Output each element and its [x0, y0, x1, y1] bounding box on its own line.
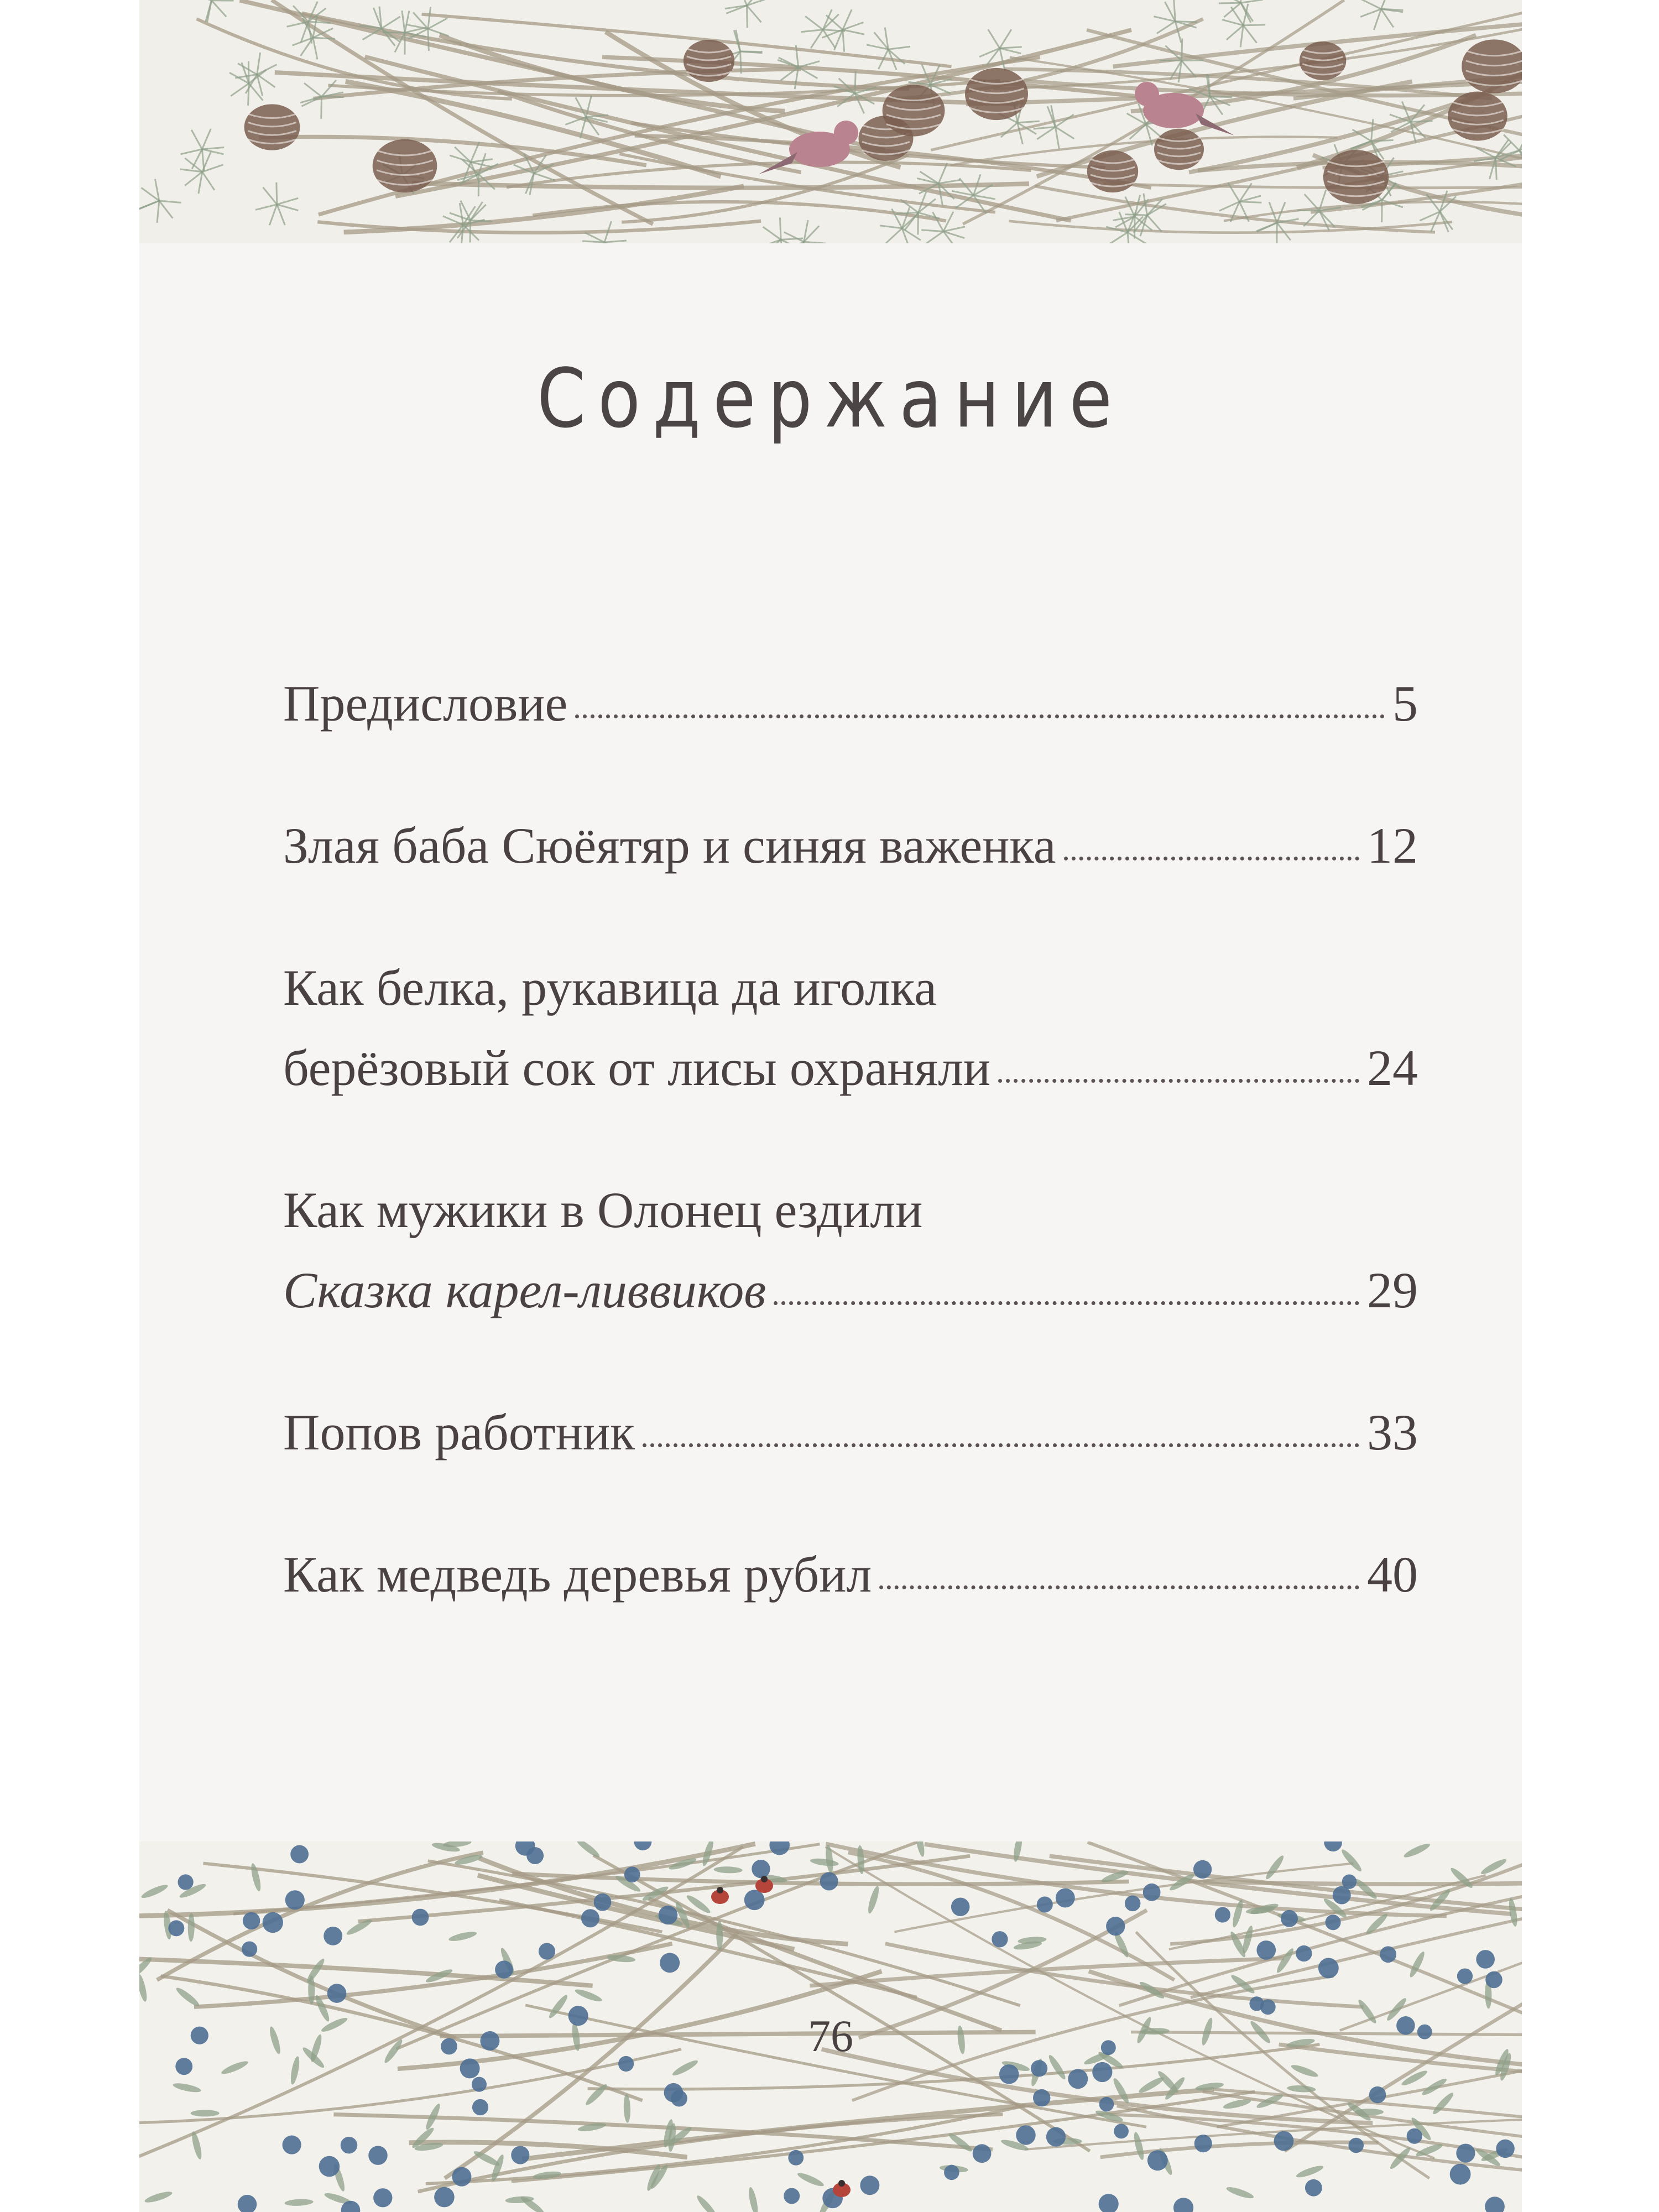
toc-entry-title: Как медведь деревья рубил [283, 1546, 872, 1603]
top-decorative-border [139, 0, 1522, 243]
toc-entry-title: Как мужики в Олонец ездили [283, 1182, 923, 1238]
toc-entry[interactable] [283, 948, 1418, 1108]
juniper-berry-icon [1099, 2097, 1114, 2112]
juniper-berry-icon [1106, 1917, 1125, 1936]
juniper-berry-icon [1143, 1884, 1161, 1901]
pine-branch-illustration [139, 0, 1522, 243]
juniper-berry-icon [1215, 1907, 1230, 1923]
toc-entry-subtitle: Сказка карел-ливвиков [283, 1262, 766, 1318]
toc-entry[interactable] [283, 806, 1418, 886]
juniper-berry-icon [1305, 2179, 1322, 2197]
toc-entry-title: Попов работник [283, 1404, 635, 1460]
juniper-berry-icon [999, 2064, 1019, 2084]
juniper-berry-icon [319, 2156, 340, 2177]
juniper-berry-icon [1037, 1897, 1053, 1913]
dot-leader [998, 1028, 1359, 1083]
juniper-berry-icon [178, 1874, 194, 1890]
juniper-berry-icon [1456, 2143, 1475, 2162]
toc-entry-page: 24 [1367, 1040, 1418, 1096]
juniper-berry-icon [1485, 1971, 1503, 1989]
contents-title: Содержание [537, 351, 1124, 447]
juniper-berry-icon [1496, 2140, 1515, 2158]
juniper-berry-icon [1031, 2060, 1047, 2077]
juniper-berry-icon [1318, 1958, 1339, 1979]
toc-entry-page: 12 [1367, 817, 1418, 874]
juniper-berry-icon [1476, 1950, 1495, 1969]
juniper-berry-icon [944, 2165, 959, 2180]
juniper-berry-icon [472, 2099, 488, 2115]
juniper-berry-icon [1092, 2062, 1112, 2082]
juniper-berry-icon [373, 2188, 392, 2207]
toc-entry-title: Как белка, рукавица да иголка [283, 959, 937, 1016]
juniper-berry-icon [285, 1890, 305, 1910]
juniper-berry-icon [511, 2146, 529, 2164]
toc-entry-page: 5 [1392, 675, 1418, 732]
juniper-berry-icon [744, 1890, 765, 1910]
juniper-berry-icon [1147, 2150, 1168, 2171]
juniper-berry-icon [412, 1909, 429, 1926]
juniper-berry-icon [1281, 1910, 1298, 1927]
juniper-berry-icon [341, 2137, 358, 2154]
juniper-berry-icon [1407, 2128, 1422, 2144]
juniper-berry-icon [659, 1906, 677, 1924]
toc-entry-page: 29 [1367, 1262, 1418, 1318]
toc-entry-page: 33 [1367, 1404, 1418, 1460]
juniper-berry-icon [1296, 1945, 1312, 1961]
toc-entry-title-continued: берёзовый сок от лисы охраняли [283, 1040, 991, 1096]
juniper-berry-icon [434, 2187, 455, 2208]
juniper-berry-icon [784, 2188, 800, 2204]
juniper-berry-icon [860, 2176, 879, 2195]
book-page [139, 0, 1522, 2212]
juniper-berry-icon [581, 1909, 599, 1927]
juniper-berry-icon [820, 1872, 838, 1891]
juniper-berry-icon [1342, 1874, 1357, 1888]
juniper-berry-icon [951, 1897, 970, 1916]
page-number: 76 [808, 2011, 853, 2061]
dot-leader [643, 1392, 1359, 1447]
juniper-berry-icon [1194, 2135, 1212, 2152]
juniper-berry-icon [973, 2144, 992, 2163]
juniper-berry-icon [1274, 2131, 1294, 2151]
juniper-berry-icon [1125, 1896, 1141, 1912]
juniper-berry-icon [263, 1912, 283, 1933]
juniper-berry-icon [1457, 1968, 1473, 1984]
juniper-berry-icon [1348, 2138, 1364, 2153]
juniper-berry-icon [472, 2077, 487, 2092]
juniper-berry-icon [660, 1953, 680, 1973]
juniper-berry-icon [368, 2146, 388, 2165]
juniper-berry-icon [168, 1920, 184, 1936]
juniper-berry-icon [788, 2150, 804, 2166]
juniper-berry-icon [1256, 1940, 1276, 1960]
juniper-berry-icon [1193, 1860, 1212, 1879]
toc-entry-page: 40 [1367, 1546, 1418, 1603]
juniper-berry-icon [1033, 2089, 1050, 2106]
juniper-berry-icon [526, 1847, 544, 1864]
juniper-berry-icon [1380, 1946, 1396, 1963]
juniper-berry-icon [1249, 1996, 1264, 2011]
juniper-berry-icon [594, 1893, 612, 1911]
juniper-berry-icon [1046, 2127, 1066, 2146]
juniper-berry-icon [752, 1860, 770, 1878]
juniper-berry-icon [664, 2083, 684, 2103]
toc-entry[interactable] [283, 1170, 1418, 1331]
dot-leader [774, 1250, 1359, 1305]
juniper-berry-icon [452, 2167, 471, 2187]
juniper-berry-icon [327, 1984, 347, 2003]
juniper-berry-icon [992, 1931, 1008, 1947]
toc-entry-title: Злая баба Сюёятяр и синяя важенка [283, 817, 1056, 874]
juniper-berry-icon [539, 1943, 555, 1960]
toc-entry-title: Предисловие [283, 675, 568, 732]
juniper-berry-icon [243, 1912, 260, 1929]
juniper-berry-icon [1369, 2086, 1386, 2103]
toc-entry[interactable] [283, 664, 1418, 744]
dot-leader [879, 1535, 1359, 1589]
dot-leader [1064, 806, 1359, 860]
juniper-berry-icon [495, 1960, 513, 1979]
dot-leader [575, 664, 1385, 718]
juniper-berry-icon [283, 2136, 301, 2154]
juniper-berry-icon [1114, 2124, 1129, 2139]
juniper-berry-icon [1325, 1914, 1340, 1930]
juniper-berry-icon [324, 1927, 342, 1945]
toc-entry[interactable] [283, 1535, 1418, 1615]
juniper-berry-icon [290, 1845, 309, 1864]
juniper-berry-icon [1056, 1888, 1075, 1908]
toc-entry[interactable] [283, 1392, 1418, 1473]
juniper-berry-icon [1068, 2069, 1088, 2089]
juniper-berry-icon [624, 1866, 640, 1882]
juniper-berry-icon [1016, 2125, 1035, 2145]
table-of-contents [283, 664, 1418, 1677]
juniper-berry-icon [242, 1942, 257, 1957]
juniper-berry-icon [1450, 2164, 1471, 2185]
